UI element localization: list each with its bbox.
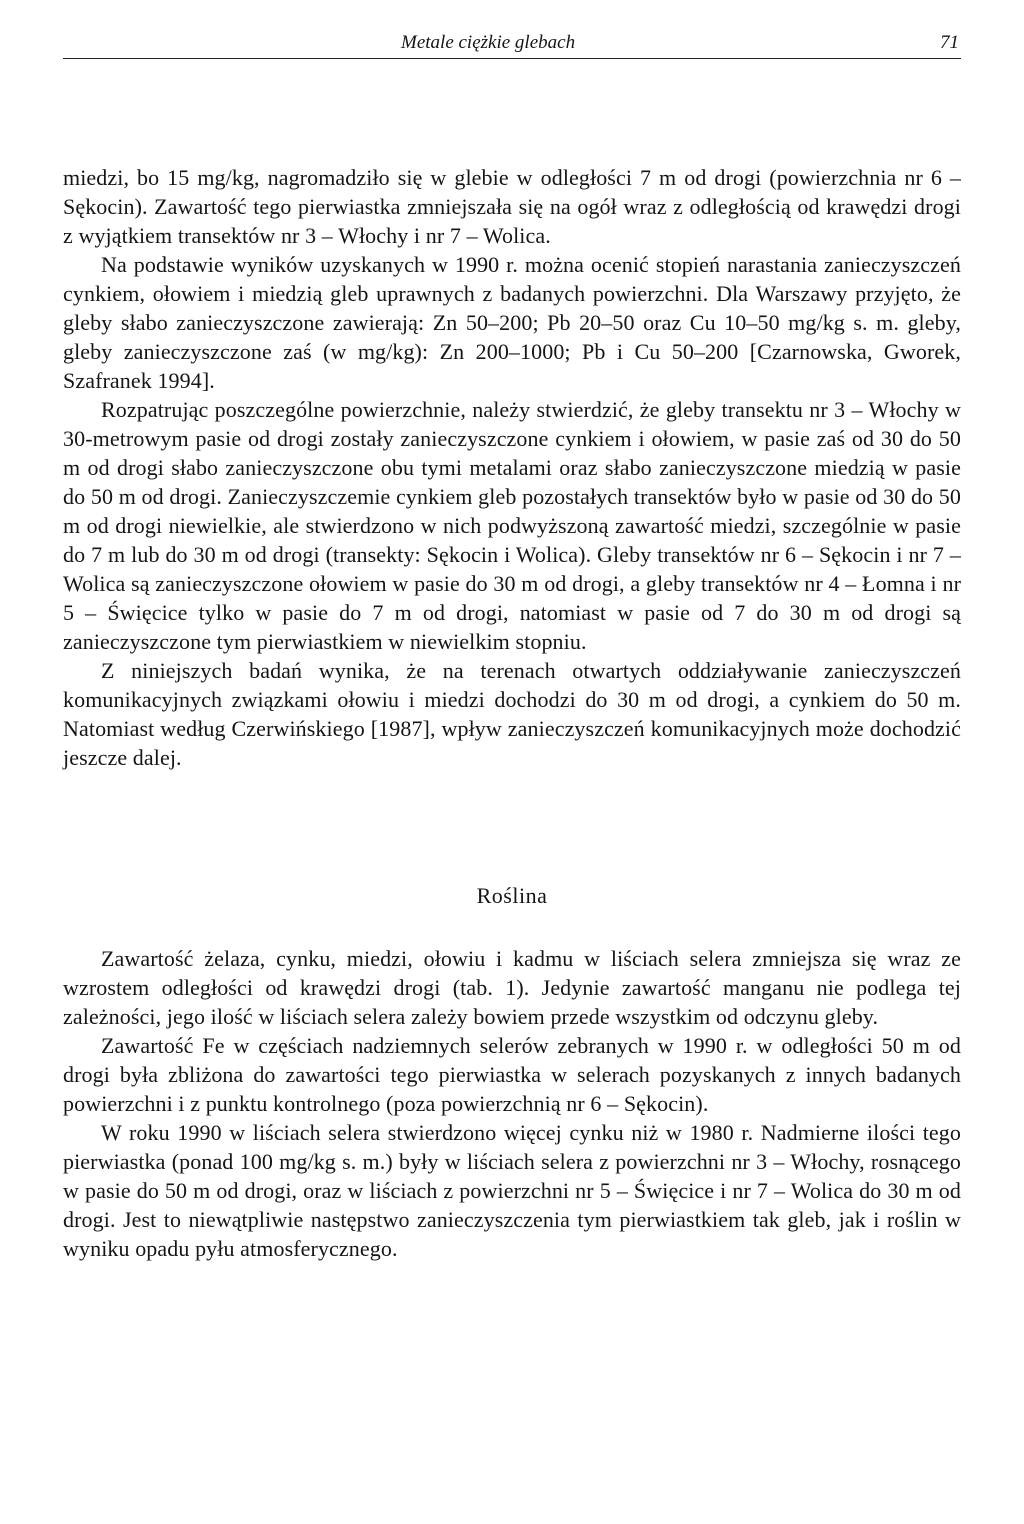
running-header: [63, 28, 961, 59]
paragraph: miedzi, bo 15 mg/kg, nagromadziło się w glebie w odległości 7 m od drogi (powierzchnia nr 6 – Sękocin). Zawartość tego pierwiastka zmniejszała się na ogół wraz z odległością od krawędzi drogi z wyjątkiem transektów nr 3 – Włochy i nr 7 – Wolica.: [63, 165, 961, 248]
section-heading: Roślina: [476, 883, 548, 908]
paragraph: Zawartość Fe w częściach nadziemnych selerów zebranych w 1990 r. w odległości 50 m od drogi była zbliżona do zawartości tego pierwiastka w selerach pozyskanych z innych badanych powierzchni i z punktu kontrolnego (poza powierzchnią nr 6 – Sękocin).: [63, 1033, 961, 1116]
running-title: Metale ciężkie glebach: [401, 32, 576, 53]
paragraph: W roku 1990 w liściach selera stwierdzono więcej cynku niż w 1980 r. Nadmierne ilości tego pierwiastka (ponad 100 mg/kg s. m.) były w liściach selera z powierzchni nr 3 – Włochy, rosnącego w pasie do 50 m od drogi, oraz w liściach z powierzchni nr 5 – Święcice i nr 7 – Wolica do 30 m od drogi. Jest to niewątpliwie następstwo zanieczyszczenia tym pierwiastkiem tak gleb, jak i roślin w wyniku opadu pyłu atmosferycznego.: [63, 1120, 961, 1261]
paragraph: Rozpatrując poszczególne powierzchnie, należy stwierdzić, że gleby transektu nr 3 – Włochy w 30-metrowym pasie od drogi zostały zanieczyszczone cynkiem i ołowiem, w pasie zaś od 30 do 50 m od drogi słabo zanieczyszczone obu tymi metalami oraz słabo zanieczyszczone miedzią w pasie do 50 m od drogi. Zanieczyszczemie cynkiem gleb pozostałych transektów było w pasie od 30 do 50 m od drogi niewielkie, ale stwierdzono w nich podwyższoną zawartość miedzi, szczególnie w pasie do 7 m lub do 30 m od drogi (transekty: Sękocin i Wolica). Gleby transektów nr 6 – Sękocin i nr 7 – Wolica są zanieczyszczone ołowiem w pasie do 30 m od drogi, a gleby transektów nr 4 – Łomna i nr 5 – Święcice tylko w pasie do 7 m od drogi, natomiast w pasie od 7 do 30 m od drogi są zanieczyszczone tym pierwiastkiem w niewielkim stopniu.: [63, 397, 961, 654]
page-number: 71: [940, 32, 959, 53]
paragraph: Z niniejszych badań wynika, że na terenach otwartych oddziaływanie zanieczyszczeń komunikacyjnych związkami ołowiu i miedzi dochodzi do 30 m od drogi, a cynkiem do 50 m. Natomiast według Czerwińskiego [1987], wpływ zanieczyszczeń komunikacyjnych może dochodzić jeszcze dalej.: [63, 658, 961, 770]
plant-section: [63, 944, 961, 1263]
paragraph: Zawartość żelaza, cynku, miedzi, ołowiu i kadmu w liściach selera zmniejsza się wraz ze wzrostem odległości od krawędzi drogi (tab. 1). Jedynie zawartość manganu nie podlega tej zależności, jego ilość w liściach selera zależy bowiem przede wszystkim od odczynu gleby.: [63, 946, 961, 1029]
soil-section: [63, 163, 961, 772]
document-page: [63, 28, 961, 1508]
paragraph: Na podstawie wyników uzyskanych w 1990 r. można ocenić stopień narastania zanieczyszczeń cynkiem, ołowiem i miedzią gleb uprawnych z badanych powierzchni. Dla Warszawy przyjęto, że gleby słabo zanieczyszczone zawierają: Zn 50–200; Pb 20–50 oraz Cu 10–50 mg/kg s. m. gleby, gleby zanieczyszczone zaś (w mg/kg): Zn 200–1000; Pb i Cu 50–200 [Czarnowska, Gworek, Szafranek 1994].: [63, 252, 961, 393]
